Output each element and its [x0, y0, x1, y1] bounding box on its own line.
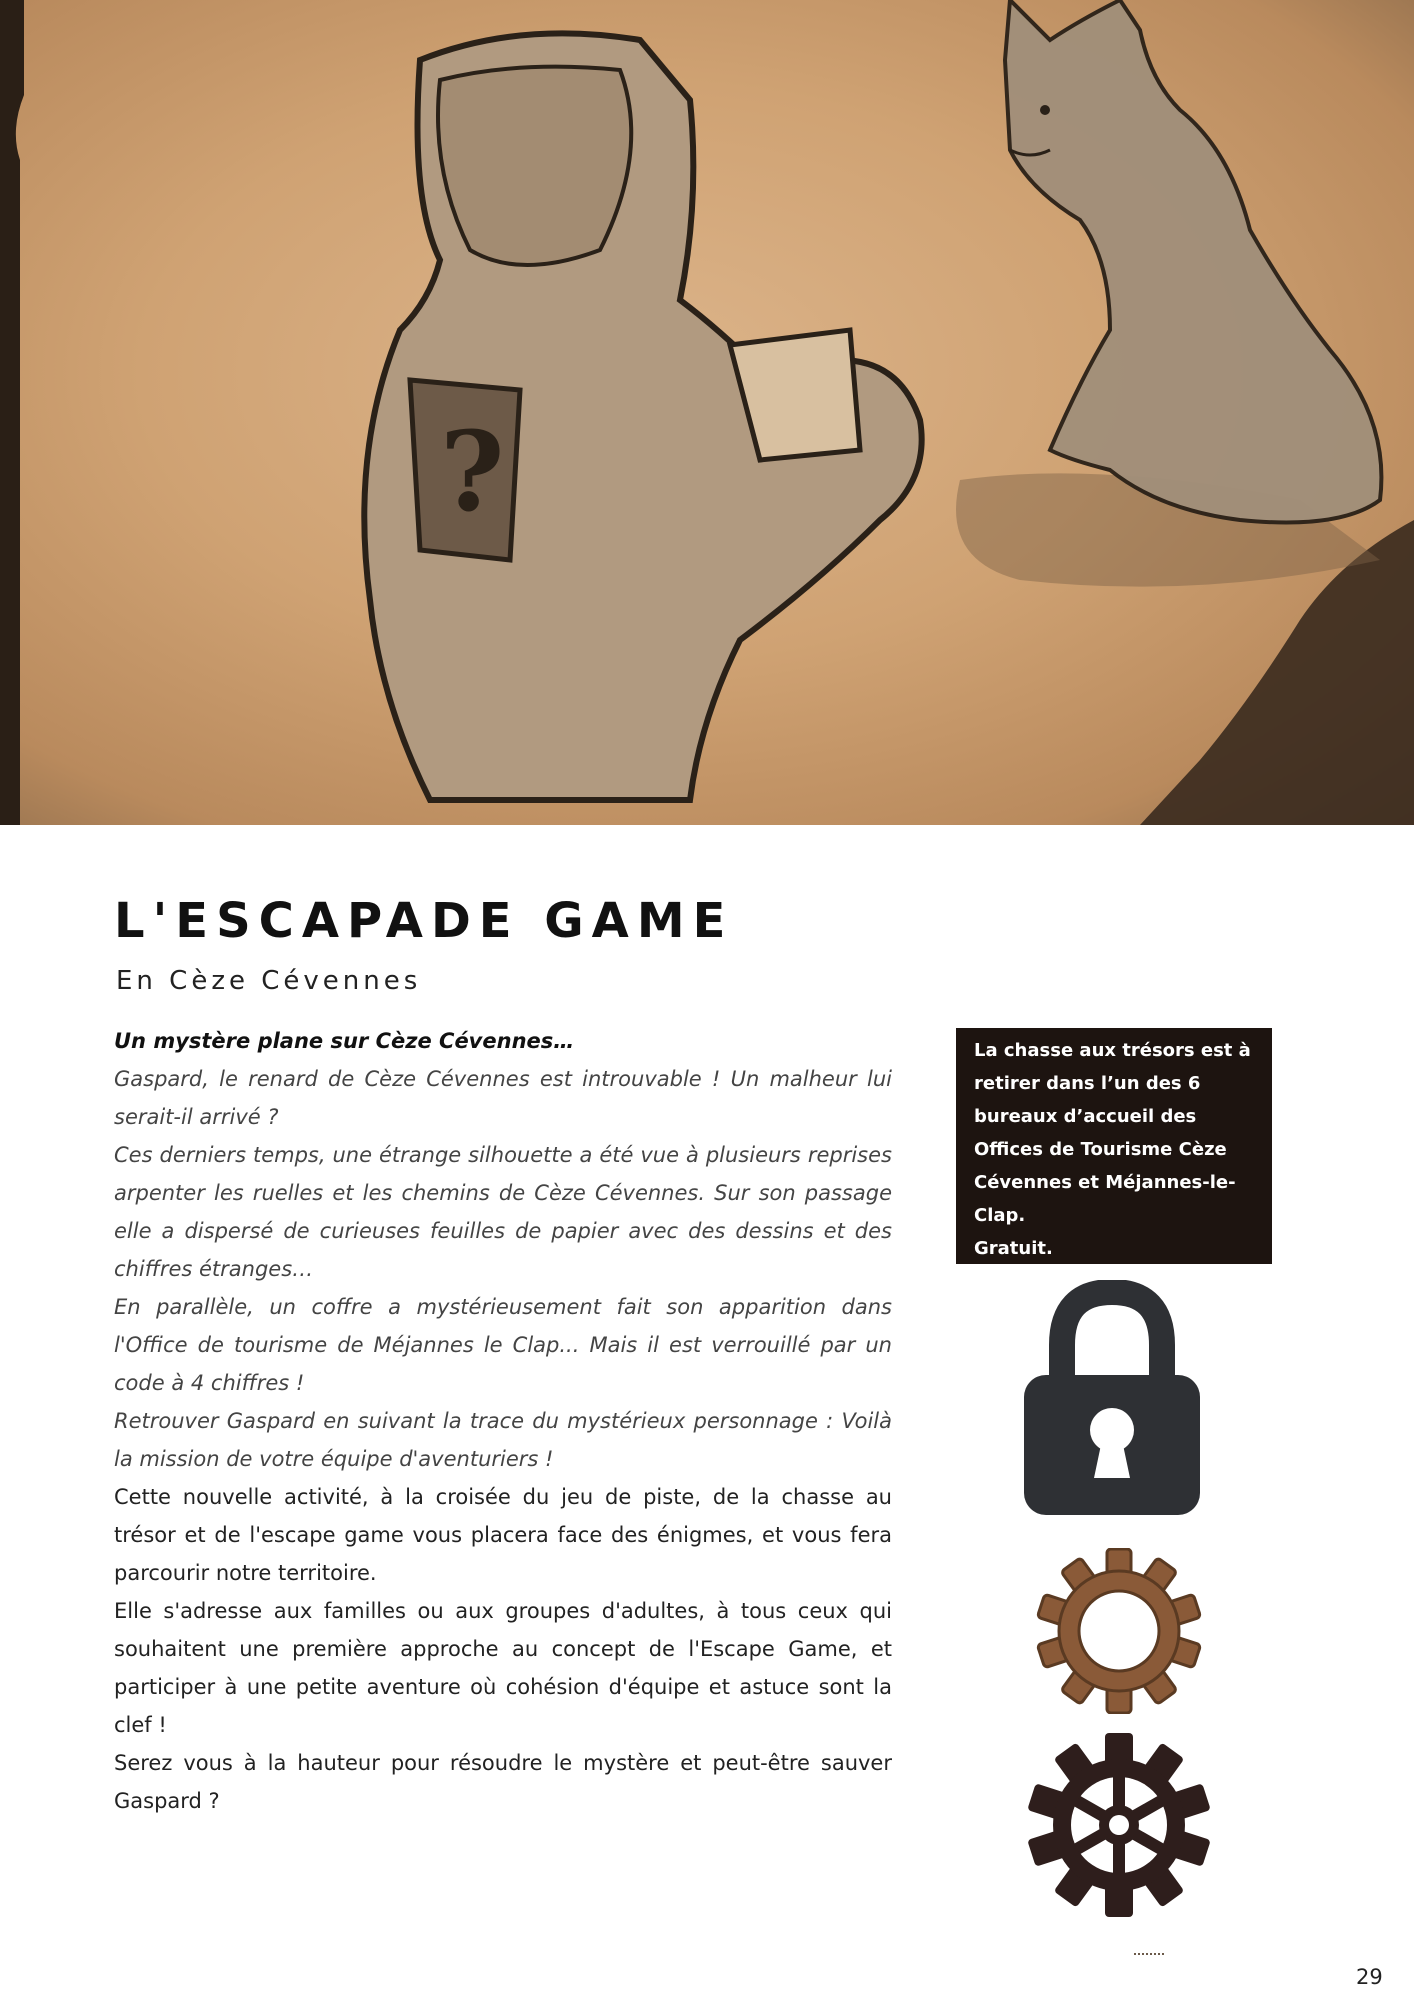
info-box-price: Gratuit. — [974, 1238, 1053, 1259]
article-paragraph: Ces derniers temps, une étrange silhouette a été vue à plusieurs reprises arpenter les ruelles et les chemins de Cèze Cévennes. Sur son passage elle a dispersé de curieuses feuilles de papier avec des dessins et des chiffres étranges… — [114, 1143, 892, 1281]
article-paragraph: Retrouver Gaspard en suivant la trace du mystérieux personnage : Voilà la mission de votre équipe d'aventuriers ! — [114, 1409, 892, 1471]
article-paragraph: En parallèle, un coffre a mystérieusement fait son apparition dans l'Office de tourisme de Méjannes le Clap... Mais il est verrouillé par un code à 4 chiffres ! — [114, 1295, 892, 1395]
page-title: L'ESCAPADE GAME — [114, 893, 734, 949]
info-box-text: La chasse aux trésors est à retirer dans l’un des 6 bureaux d’accueil des Offices de Tourisme Cèze Cévennes et Méjannes-le-Clap. — [974, 1040, 1251, 1226]
info-box — [956, 1028, 1272, 1264]
page-number: 29 — [1356, 1965, 1383, 1989]
svg-text:?: ? — [440, 407, 505, 536]
fox-figure — [1005, 0, 1381, 523]
hero-illustration — [0, 0, 1414, 825]
page-subtitle: En Cèze Cévennes — [116, 966, 422, 996]
article-paragraph: Cette nouvelle activité, à la croisée du jeu de piste, de la chasse au trésor et de l'escape game vous placera face des énigmes, et vous fera parcourir notre territoire. — [114, 1485, 892, 1585]
padlock-icon — [1022, 1280, 1202, 1518]
dark-gear-icon — [1026, 1732, 1212, 1918]
hero-drawing — [0, 0, 1414, 825]
article-paragraph: Elle s'adresse aux familles ou aux groupes d'adultes, à tous ceux qui souhaitent une première approche au concept de l'Escape Game, et participer à une petite aventure où cohésion d'équipe et astuce sont la clef ! — [114, 1599, 892, 1737]
bronze-gear-icon — [1036, 1548, 1202, 1714]
article-lead: Un mystère plane sur Cèze Cévennes… — [114, 1029, 575, 1053]
article-paragraph: Gaspard, le renard de Cèze Cévennes est introuvable ! Un malheur lui serait-il arrivé ? — [114, 1067, 892, 1129]
footer-mark — [1134, 1953, 1164, 1959]
left-edge-shadow — [0, 0, 24, 825]
article-paragraph: Serez vous à la hauteur pour résoudre le mystère et peut-être sauver Gaspard ? — [114, 1751, 892, 1813]
article-body — [114, 1022, 892, 1820]
